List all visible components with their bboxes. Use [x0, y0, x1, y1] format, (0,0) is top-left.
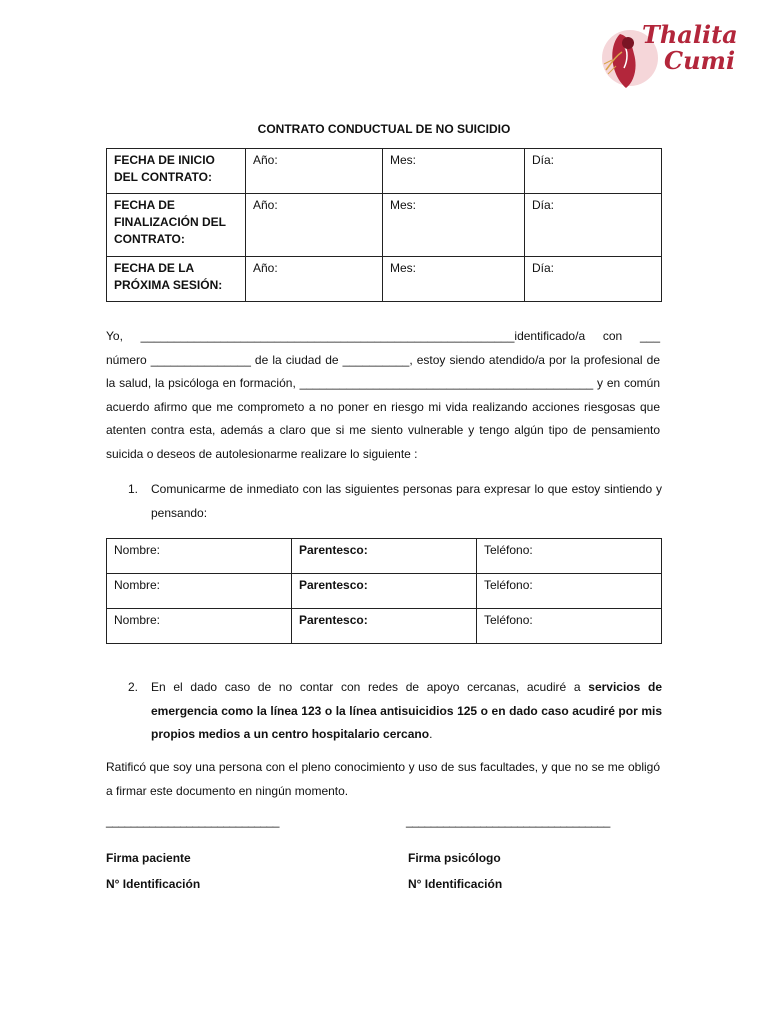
- date-label: FECHA DE INICIO DEL CONTRATO:: [107, 149, 246, 194]
- psychologist-signature-label: Firma psicólogo: [408, 851, 501, 865]
- name-field[interactable]: Nombre:: [107, 609, 292, 644]
- date-label: FECHA DE FINALIZACIÓN DEL CONTRATO:: [107, 194, 246, 257]
- phone-field[interactable]: Teléfono:: [477, 539, 662, 574]
- name-field[interactable]: Nombre:: [107, 539, 292, 574]
- name-field[interactable]: Nombre:: [107, 574, 292, 609]
- day-field[interactable]: Día:: [525, 194, 662, 257]
- commitment-paragraph: Yo, ________________________________________________________identificado/a con ___ número _______________ de la ciudad de __________, estoy siendo atendido/a por la profesional de la salud, la psicóloga en formación, ____________________________________________ y en común acuerdo afirmo que me comprometo a no poner en riesgo mi vida realizando acciones riesgosas que atenten contra esta, además a claro que si me siento vulnerable y tengo algún tipo de pensamiento suicida o deseos de autolesionarme realizare lo siguiente :: [106, 329, 660, 461]
- emergency-services-text: servicios de emergencia como la línea 123 o la línea antisuicidios 125 o en dado caso acudiré por mis propios medios a un centro hospitalario cercano: [151, 680, 662, 741]
- table-row: [107, 149, 662, 194]
- dates-table: [106, 148, 662, 302]
- relation-field[interactable]: Parentesco:: [292, 539, 477, 574]
- list-number: 1.: [128, 482, 139, 496]
- table-row: [107, 609, 662, 644]
- year-field[interactable]: Año:: [246, 149, 383, 194]
- phone-field[interactable]: Teléfono:: [477, 574, 662, 609]
- list-item: [106, 478, 662, 525]
- contacts-table: [106, 538, 662, 644]
- psychologist-id-label: N° Identificación: [408, 877, 503, 891]
- list-number: 2.: [128, 680, 139, 694]
- table-row: [107, 257, 662, 302]
- date-label: FECHA DE LA PRÓXIMA SESIÓN:: [107, 257, 246, 302]
- relation-field[interactable]: Parentesco:: [292, 574, 477, 609]
- logo-wordmark: [642, 22, 738, 74]
- logo-line-2: Cumi: [664, 46, 736, 75]
- table-row: [107, 574, 662, 609]
- patient-signature-line[interactable]: ____________________________: [106, 814, 279, 828]
- day-field[interactable]: Día:: [525, 149, 662, 194]
- table-row: [107, 539, 662, 574]
- list-text-end: .: [429, 727, 433, 741]
- document-title: CONTRATO CONDUCTUAL DE NO SUICIDIO: [257, 122, 511, 136]
- list-item: [106, 676, 662, 747]
- year-field[interactable]: Año:: [246, 257, 383, 302]
- logo-line-1: Thalita: [642, 20, 738, 49]
- patient-id-label: N° Identificación: [106, 877, 201, 891]
- year-field[interactable]: Año:: [246, 194, 383, 257]
- list-text-start: En el dado caso de no contar con redes de apoyo cercanas, acudiré a: [151, 680, 589, 694]
- month-field[interactable]: Mes:: [383, 149, 525, 194]
- psychologist-signature-line[interactable]: _________________________________: [406, 814, 610, 828]
- patient-signature-label: Firma paciente: [106, 851, 191, 865]
- ratification-paragraph: Ratificó que soy una persona con el pleno conocimiento y uso de sus facultades, y que no se me obligó a firmar este documento en ningún momento.: [106, 760, 660, 798]
- day-field[interactable]: Día:: [525, 257, 662, 302]
- list-text: [151, 676, 662, 747]
- phone-field[interactable]: Teléfono:: [477, 609, 662, 644]
- month-field[interactable]: Mes:: [383, 257, 525, 302]
- relation-field[interactable]: Parentesco:: [292, 609, 477, 644]
- month-field[interactable]: Mes:: [383, 194, 525, 257]
- table-row: [107, 194, 662, 257]
- list-text: Comunicarme de inmediato con las siguientes personas para expresar lo que estoy sintiendo y pensando:: [151, 482, 662, 520]
